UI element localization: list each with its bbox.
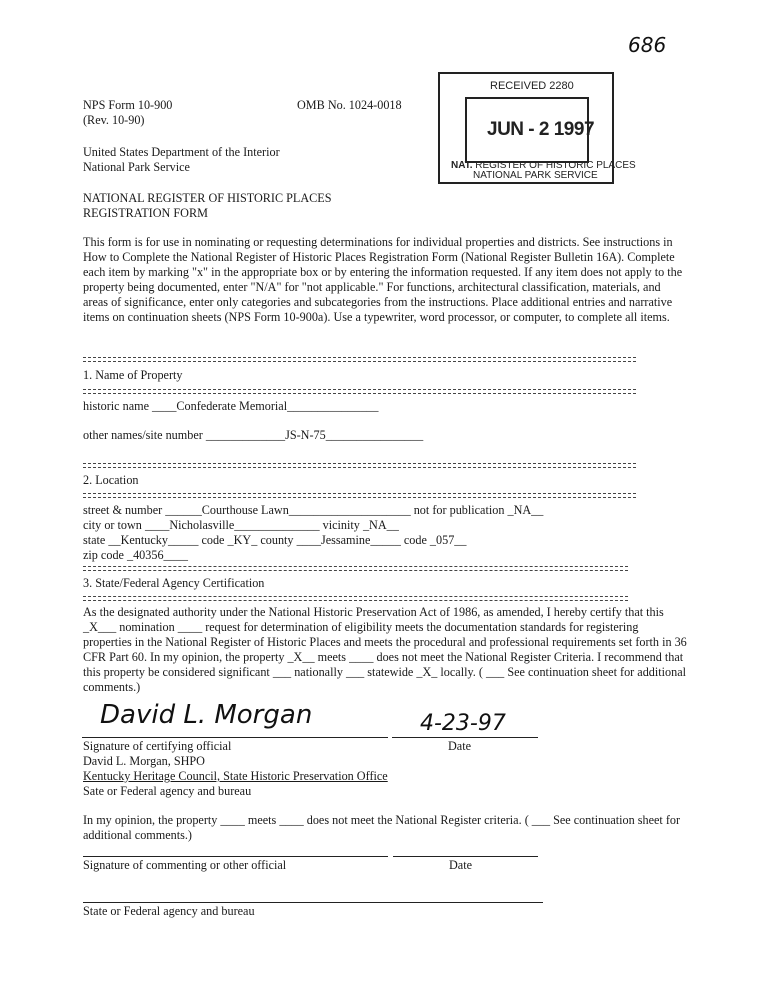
commenting-date-label: Date xyxy=(449,858,473,872)
date-label: Date xyxy=(448,739,472,753)
form-title-line2: REGISTRATION FORM xyxy=(83,206,208,220)
omb-number: OMB No. 1024-0018 xyxy=(297,98,402,112)
stamp-nat: NAT. xyxy=(451,160,473,171)
form-number: NPS Form 10-900 xyxy=(83,98,173,112)
date-line xyxy=(392,737,538,738)
separator xyxy=(83,493,636,498)
commenting-agency-label: State or Federal agency and bureau xyxy=(83,904,255,918)
form-title-line1: NATIONAL REGISTER OF HISTORIC PLACES xyxy=(83,191,332,205)
official-agency: Kentucky Heritage Council, State Historic Preservation Office xyxy=(83,769,388,783)
stamp-line2: NATIONAL PARK SERVICE xyxy=(473,170,598,181)
opinion-paragraph: In my opinion, the property ____ meets ____ does not meet the National Register criteria. ( ___ See continuation sheet for additional comments.) xyxy=(83,813,681,842)
zip-line[interactable]: zip code _40356____ xyxy=(83,548,188,562)
commenting-signature-label: Signature of commenting or other official xyxy=(83,858,287,872)
handwritten-page-number: 686 xyxy=(628,33,667,57)
separator xyxy=(83,566,628,571)
section2-heading: 2. Location xyxy=(83,473,139,487)
stamp-register: REGISTER OF HISTORIC PLACES xyxy=(475,160,636,171)
stamp-received: RECEIVED 2280 xyxy=(490,80,574,92)
separator xyxy=(83,463,636,468)
historic-name-value[interactable]: ____Confederate Memorial_______________ xyxy=(152,399,379,413)
department: United States Department of the Interior xyxy=(83,145,280,159)
handwritten-date: 4-23-97 xyxy=(420,711,506,736)
commenting-date-line xyxy=(393,856,538,857)
other-names-label: other names/site number xyxy=(83,428,203,442)
historic-name-label: historic name xyxy=(83,399,149,413)
other-names-value[interactable]: _____________JS-N-75________________ xyxy=(205,428,424,442)
instructions-paragraph: This form is for use in nominating or requesting determinations for individual properties and districts. See instructions in How to Complete the National Register of Historic Places Registration Form (National Register Bulletin 16A). Complete each item by marking "x" in the appropriate box or by entering the information requested. If any item does not apply to the property being documented, enter "N/A" for "not applicable." For functions, architectural classification, materials, and areas of significance, enter only categories and subcategories from the instructions. Place additional entries and narrative items on continuation sheets (NPS Form 10-900a). Use a typewriter, word processor, or computer, to complete all items. xyxy=(83,235,683,324)
section1-heading: 1. Name of Property xyxy=(83,368,183,382)
agency: National Park Service xyxy=(83,160,190,174)
commenting-signature-line xyxy=(83,856,388,857)
handwritten-signature: David L. Morgan xyxy=(100,700,313,730)
street-line[interactable]: street & number ______Courthouse Lawn____________________ not for publication _NA__ xyxy=(83,503,544,517)
section3-heading: 3. State/Federal Agency Certification xyxy=(83,576,265,590)
commenting-agency-line xyxy=(83,902,543,903)
other-names-field[interactable] xyxy=(83,428,423,443)
agency-label: Sate or Federal agency and bureau xyxy=(83,784,252,798)
form-revision: (Rev. 10-90) xyxy=(83,113,145,127)
separator xyxy=(83,389,636,394)
signature-label: Signature of certifying official xyxy=(83,739,232,753)
official-name: David L. Morgan, SHPO xyxy=(83,754,205,768)
separator xyxy=(83,357,636,362)
stamp-date: JUN - 2 1997 xyxy=(487,119,595,140)
city-line[interactable]: city or town ____Nicholasville______________ vicinity _NA__ xyxy=(83,518,399,532)
historic-name-field[interactable] xyxy=(83,399,379,414)
state-line[interactable]: state __Kentucky_____ code _KY_ county ____Jessamine_____ code _057__ xyxy=(83,533,467,547)
signature-line xyxy=(82,737,388,738)
certification-paragraph: As the designated authority under the National Historic Preservation Act of 1986, as amended, I hereby certify that this _X___ nomination ____ request for determination of eligibility meets the documentation standards for registering properties in the National Register of Historic Places and meets the procedural and professional requirements set forth in 36 CFR Part 60. In my opinion, the property _X__ meets ____ does not meet the National Register Criteria. I recommend that this property be considered significant ___ nationally ___ statewide _X_ locally. ( ___ See continuation sheet for additional comments.) xyxy=(83,605,687,694)
separator xyxy=(83,596,628,601)
